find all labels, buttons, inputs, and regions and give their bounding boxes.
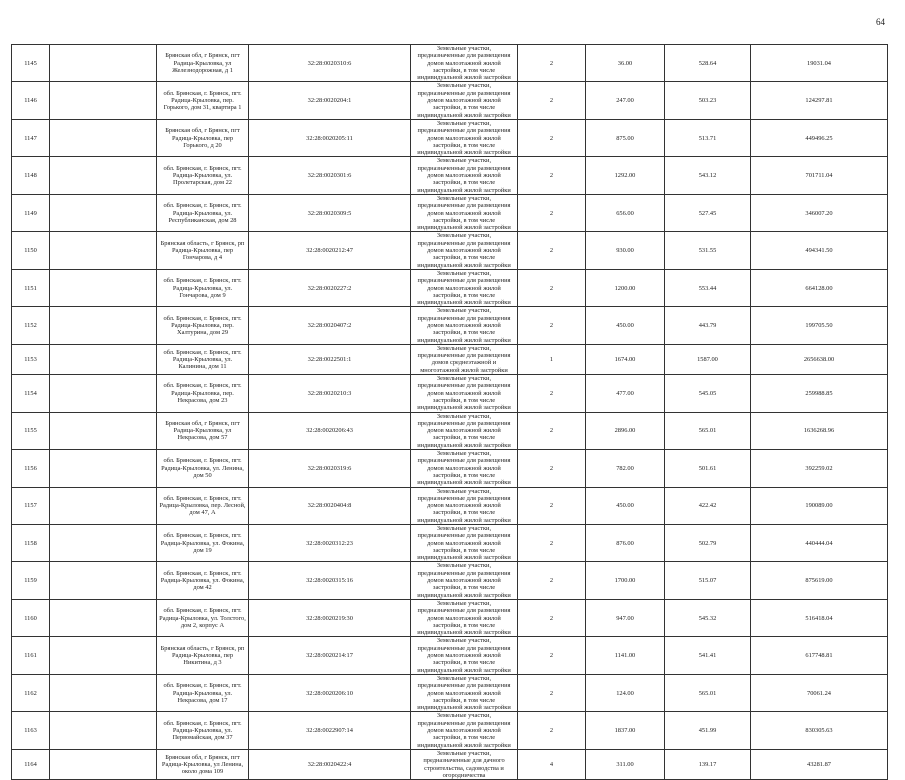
cadastral-value-cell: 2656638.00 — [751, 344, 888, 374]
permitted-use-cell: Земельные участки, предназначенные для размещения домов малоэтажной жилой застройки, в том числе индивидуальной жилой застройки — [411, 269, 518, 306]
specific-value-cell: 443.79 — [665, 307, 751, 344]
permitted-use-cell: Земельные участки, предназначенные для размещения домов малоэтажной жилой застройки, в том числе индивидуальной жилой застройки — [411, 674, 518, 711]
address-cell: обл. Брянская, г. Брянск, пгт. Радица-Крыловка, ул. Калинина, дом 11 — [157, 344, 249, 374]
permitted-use-cell: Земельные участки, предназначенные для размещения домов малоэтажной жилой застройки, в том числе индивидуальной жилой застройки — [411, 307, 518, 344]
cadastral-number-cell: 32:28:0020309:5 — [249, 194, 411, 231]
spacer-cell — [50, 194, 157, 231]
cadastral-value-cell: 664128.00 — [751, 269, 888, 306]
address-cell: обл. Брянская, г. Брянск, пгт. Радица-Крыловка, ул. Республиканская, дом 28 — [157, 194, 249, 231]
cadastral-value-cell: 494341.50 — [751, 232, 888, 269]
spacer-cell — [50, 637, 157, 674]
table-row — [12, 307, 888, 344]
cadastral-number-cell: 32:28:0020205:11 — [249, 119, 411, 156]
address-cell: обл. Брянская, г. Брянск, пгт. Радица-Крыловка, пер. Горького, дом 31, квартира 1 — [157, 82, 249, 119]
specific-value-cell: 565.01 — [665, 412, 751, 449]
table-row — [12, 375, 888, 412]
cadastral-value-cell: 43281.87 — [751, 749, 888, 779]
spacer-cell — [50, 157, 157, 194]
permitted-use-cell: Земельные участки, предназначенные для размещения домов малоэтажной жилой застройки, в том числе индивидуальной жилой застройки — [411, 232, 518, 269]
table-row — [12, 119, 888, 156]
table-row — [12, 269, 888, 306]
specific-value-cell: 451.99 — [665, 712, 751, 749]
specific-value-cell: 502.79 — [665, 525, 751, 562]
row-number-cell: 1162 — [12, 674, 50, 711]
row-number-cell: 1164 — [12, 749, 50, 779]
cadastral-number-cell: 32:28:0020422:4 — [249, 749, 411, 779]
address-cell: Брянская обл, г Брянск, пгт Радица-Крыловка, пер Горького, д 20 — [157, 119, 249, 156]
cadastral-value-cell: 617748.81 — [751, 637, 888, 674]
specific-value-cell: 528.64 — [665, 45, 751, 82]
cadastral-value-cell: 1636268.96 — [751, 412, 888, 449]
spacer-cell — [50, 412, 157, 449]
table-row — [12, 674, 888, 711]
table-row — [12, 232, 888, 269]
address-cell: обл. Брянская, г. Брянск, пгт. Радица-Крыловка, пер. Лесной, дом 47, А — [157, 487, 249, 524]
spacer-cell — [50, 712, 157, 749]
cadastral-value-cell: 70061.24 — [751, 674, 888, 711]
cadastral-number-cell: 32:28:0020219:30 — [249, 599, 411, 636]
group-cell: 4 — [518, 749, 586, 779]
specific-value-cell: 545.32 — [665, 599, 751, 636]
permitted-use-cell: Земельные участки, предназначенные для размещения домов малоэтажной жилой застройки, в том числе индивидуальной жилой застройки — [411, 525, 518, 562]
specific-value-cell: 531.55 — [665, 232, 751, 269]
area-cell: 311.00 — [586, 749, 665, 779]
group-cell: 2 — [518, 450, 586, 487]
address-cell: обл. Брянская, г. Брянск, пгт. Радица-Крыловка, ул. Некрасова, дом 17 — [157, 674, 249, 711]
table-body — [12, 45, 888, 780]
cadastral-number-cell: 32:28:0020227:2 — [249, 269, 411, 306]
permitted-use-cell: Земельные участки, предназначенные для размещения домов малоэтажной жилой застройки, в том числе индивидуальной жилой застройки — [411, 450, 518, 487]
group-cell: 2 — [518, 45, 586, 82]
spacer-cell — [50, 450, 157, 487]
spacer-cell — [50, 45, 157, 82]
table-row — [12, 562, 888, 599]
table-row — [12, 637, 888, 674]
table-row — [12, 82, 888, 119]
address-cell: обл. Брянская, г. Брянск, пгт. Радица-Крыловка, пер. Халтурина, дом 29 — [157, 307, 249, 344]
area-cell: 1674.00 — [586, 344, 665, 374]
cadastral-number-cell: 32:28:0020204:1 — [249, 82, 411, 119]
table-row — [12, 525, 888, 562]
specific-value-cell: 503.23 — [665, 82, 751, 119]
group-cell: 2 — [518, 525, 586, 562]
row-number-cell: 1163 — [12, 712, 50, 749]
group-cell: 2 — [518, 82, 586, 119]
address-cell: обл. Брянская, г. Брянск, пгт. Радица-Крыловка, ул. Первомайская, дом 37 — [157, 712, 249, 749]
cadastral-value-cell: 259988.85 — [751, 375, 888, 412]
cadastral-number-cell: 32:28:0022907:14 — [249, 712, 411, 749]
group-cell: 2 — [518, 599, 586, 636]
group-cell: 2 — [518, 487, 586, 524]
cadastral-number-cell: 32:28:0020210:3 — [249, 375, 411, 412]
row-number-cell: 1161 — [12, 637, 50, 674]
row-number-cell: 1160 — [12, 599, 50, 636]
specific-value-cell: 545.05 — [665, 375, 751, 412]
specific-value-cell: 543.12 — [665, 157, 751, 194]
cadastral-value-cell: 516418.04 — [751, 599, 888, 636]
spacer-cell — [50, 82, 157, 119]
cadastral-number-cell: 32:28:0020206:43 — [249, 412, 411, 449]
group-cell: 2 — [518, 712, 586, 749]
address-cell: обл. Брянская, г. Брянск, пгт. Радица-Крыловка, ул. Ленина, дом 50 — [157, 450, 249, 487]
specific-value-cell: 513.71 — [665, 119, 751, 156]
row-number-cell: 1147 — [12, 119, 50, 156]
permitted-use-cell: Земельные участки, предназначенные для размещения домов малоэтажной жилой застройки, в том числе индивидуальной жилой застройки — [411, 119, 518, 156]
address-cell: обл. Брянская, г. Брянск, пгт. Радица-Крыловка, пер. Некрасова, дом 23 — [157, 375, 249, 412]
spacer-cell — [50, 232, 157, 269]
permitted-use-cell: Земельные участки, предназначенные для размещения домов малоэтажной жилой застройки, в том числе индивидуальной жилой застройки — [411, 487, 518, 524]
specific-value-cell: 139.17 — [665, 749, 751, 779]
row-number-cell: 1156 — [12, 450, 50, 487]
area-cell: 656.00 — [586, 194, 665, 231]
cadastral-value-cell: 199705.50 — [751, 307, 888, 344]
table-row — [12, 450, 888, 487]
address-cell: Брянская область, г Брянск, рп Радица-Крыловка, пер Никитина, д 3 — [157, 637, 249, 674]
spacer-cell — [50, 562, 157, 599]
row-number-cell: 1150 — [12, 232, 50, 269]
specific-value-cell: 565.01 — [665, 674, 751, 711]
group-cell: 2 — [518, 674, 586, 711]
address-cell: обл. Брянская, г. Брянск, пгт. Радица-Крыловка, ул. Гончарова, дом 9 — [157, 269, 249, 306]
area-cell: 947.00 — [586, 599, 665, 636]
spacer-cell — [50, 344, 157, 374]
group-cell: 2 — [518, 307, 586, 344]
address-cell: Брянская область, г Брянск, рп Радица-Крыловка, пер Гончарова, д 4 — [157, 232, 249, 269]
cadastral-number-cell: 32:28:0020319:6 — [249, 450, 411, 487]
area-cell: 1200.00 — [586, 269, 665, 306]
area-cell: 875.00 — [586, 119, 665, 156]
cadastral-number-cell: 32:28:0020407:2 — [249, 307, 411, 344]
cadastral-number-cell: 32:28:0020310:6 — [249, 45, 411, 82]
group-cell: 2 — [518, 412, 586, 449]
permitted-use-cell: Земельные участки, предназначенные для размещения домов малоэтажной жилой застройки, в том числе индивидуальной жилой застройки — [411, 412, 518, 449]
spacer-cell — [50, 375, 157, 412]
spacer-cell — [50, 119, 157, 156]
area-cell: 876.00 — [586, 525, 665, 562]
cadastral-number-cell: 32:28:0020312:23 — [249, 525, 411, 562]
specific-value-cell: 422.42 — [665, 487, 751, 524]
spacer-cell — [50, 307, 157, 344]
area-cell: 782.00 — [586, 450, 665, 487]
cadastral-value-cell: 19031.04 — [751, 45, 888, 82]
permitted-use-cell: Земельные участки, предназначенные для размещения домов малоэтажной жилой застройки, в том числе индивидуальной жилой застройки — [411, 194, 518, 231]
specific-value-cell: 553.44 — [665, 269, 751, 306]
area-cell: 930.00 — [586, 232, 665, 269]
land-plot-table — [11, 44, 888, 780]
area-cell: 477.00 — [586, 375, 665, 412]
group-cell: 2 — [518, 157, 586, 194]
group-cell: 2 — [518, 562, 586, 599]
group-cell: 2 — [518, 194, 586, 231]
spacer-cell — [50, 487, 157, 524]
area-cell: 450.00 — [586, 487, 665, 524]
address-cell: Брянская обл, г Брянск, пгт Радица-Крыловка, ул Некрасова, дом 57 — [157, 412, 249, 449]
spacer-cell — [50, 525, 157, 562]
spacer-cell — [50, 674, 157, 711]
table-row — [12, 45, 888, 82]
group-cell: 2 — [518, 119, 586, 156]
spacer-cell — [50, 599, 157, 636]
specific-value-cell: 1587.00 — [665, 344, 751, 374]
area-cell: 450.00 — [586, 307, 665, 344]
table-row — [12, 712, 888, 749]
group-cell: 2 — [518, 637, 586, 674]
row-number-cell: 1146 — [12, 82, 50, 119]
row-number-cell: 1154 — [12, 375, 50, 412]
cadastral-number-cell: 32:28:0020404:8 — [249, 487, 411, 524]
permitted-use-cell: Земельные участки, предназначенные для дачного строительства, садоводства и огородничества — [411, 749, 518, 779]
row-number-cell: 1159 — [12, 562, 50, 599]
group-cell: 1 — [518, 344, 586, 374]
cadastral-number-cell: 32:28:0020301:6 — [249, 157, 411, 194]
row-number-cell: 1152 — [12, 307, 50, 344]
cadastral-number-cell: 32:28:0022501:1 — [249, 344, 411, 374]
group-cell: 2 — [518, 375, 586, 412]
cadastral-value-cell: 830305.63 — [751, 712, 888, 749]
row-number-cell: 1148 — [12, 157, 50, 194]
specific-value-cell: 515.07 — [665, 562, 751, 599]
table-row — [12, 157, 888, 194]
area-cell: 247.00 — [586, 82, 665, 119]
specific-value-cell: 527.45 — [665, 194, 751, 231]
address-cell: Брянская обл, г Брянск, пгт Радица-Крыловка, ул Железнодорожная, д 1 — [157, 45, 249, 82]
area-cell: 1292.00 — [586, 157, 665, 194]
spacer-cell — [50, 269, 157, 306]
address-cell: обл. Брянская, г. Брянск, пгт. Радица-Крыловка, ул. Толстого, дом 2, корпус А — [157, 599, 249, 636]
cadastral-number-cell: 32:28:0020212:47 — [249, 232, 411, 269]
specific-value-cell: 541.41 — [665, 637, 751, 674]
permitted-use-cell: Земельные участки, предназначенные для размещения домов малоэтажной жилой застройки, в том числе индивидуальной жилой застройки — [411, 375, 518, 412]
page-number: 64 — [876, 17, 885, 27]
permitted-use-cell: Земельные участки, предназначенные для размещения домов малоэтажной жилой застройки, в том числе индивидуальной жилой застройки — [411, 712, 518, 749]
cadastral-value-cell: 190089.00 — [751, 487, 888, 524]
address-cell: обл. Брянская, г. Брянск, пгт. Радица-Крыловка, ул. Фокина, дом 42 — [157, 562, 249, 599]
group-cell: 2 — [518, 232, 586, 269]
row-number-cell: 1155 — [12, 412, 50, 449]
cadastral-value-cell: 346007.20 — [751, 194, 888, 231]
permitted-use-cell: Земельные участки, предназначенные для размещения домов малоэтажной жилой застройки, в том числе индивидуальной жилой застройки — [411, 45, 518, 82]
address-cell: обл. Брянская, г. Брянск, пгт. Радица-Крыловка, ул. Фокина, дом 19 — [157, 525, 249, 562]
area-cell: 124.00 — [586, 674, 665, 711]
address-cell: обл. Брянская, г. Брянск, пгт. Радица-Крыловка, ул. Пролетарская, дом 22 — [157, 157, 249, 194]
row-number-cell: 1158 — [12, 525, 50, 562]
area-cell: 1141.00 — [586, 637, 665, 674]
table-row — [12, 194, 888, 231]
row-number-cell: 1151 — [12, 269, 50, 306]
table-row — [12, 344, 888, 374]
group-cell: 2 — [518, 269, 586, 306]
table-row — [12, 412, 888, 449]
table-row — [12, 487, 888, 524]
table-row — [12, 599, 888, 636]
permitted-use-cell: Земельные участки, предназначенные для размещения домов малоэтажной жилой застройки, в том числе индивидуальной жилой застройки — [411, 82, 518, 119]
permitted-use-cell: Земельные участки, предназначенные для размещения домов среднеэтажной и многоэтажной жилой застройки — [411, 344, 518, 374]
cadastral-number-cell: 32:28:0020214:17 — [249, 637, 411, 674]
row-number-cell: 1153 — [12, 344, 50, 374]
permitted-use-cell: Земельные участки, предназначенные для размещения домов малоэтажной жилой застройки, в том числе индивидуальной жилой застройки — [411, 157, 518, 194]
cadastral-value-cell: 875619.00 — [751, 562, 888, 599]
permitted-use-cell: Земельные участки, предназначенные для размещения домов малоэтажной жилой застройки, в том числе индивидуальной жилой застройки — [411, 562, 518, 599]
cadastral-value-cell: 124297.81 — [751, 82, 888, 119]
cadastral-value-cell: 440444.04 — [751, 525, 888, 562]
area-cell: 1837.00 — [586, 712, 665, 749]
spacer-cell — [50, 749, 157, 779]
specific-value-cell: 501.61 — [665, 450, 751, 487]
row-number-cell: 1157 — [12, 487, 50, 524]
table-row — [12, 749, 888, 779]
cadastral-number-cell: 32:28:0020206:10 — [249, 674, 411, 711]
permitted-use-cell: Земельные участки, предназначенные для размещения домов малоэтажной жилой застройки, в том числе индивидуальной жилой застройки — [411, 599, 518, 636]
cadastral-number-cell: 32:28:0020315:16 — [249, 562, 411, 599]
cadastral-value-cell: 392259.02 — [751, 450, 888, 487]
row-number-cell: 1149 — [12, 194, 50, 231]
address-cell: Брянская обл, г Брянск, пгт Радица-Крыловка, ул Ленина, около дома 109 — [157, 749, 249, 779]
area-cell: 1700.00 — [586, 562, 665, 599]
row-number-cell: 1145 — [12, 45, 50, 82]
cadastral-value-cell: 701711.04 — [751, 157, 888, 194]
permitted-use-cell: Земельные участки, предназначенные для размещения домов малоэтажной жилой застройки, в том числе индивидуальной жилой застройки — [411, 637, 518, 674]
area-cell: 36.00 — [586, 45, 665, 82]
area-cell: 2896.00 — [586, 412, 665, 449]
cadastral-value-cell: 449496.25 — [751, 119, 888, 156]
